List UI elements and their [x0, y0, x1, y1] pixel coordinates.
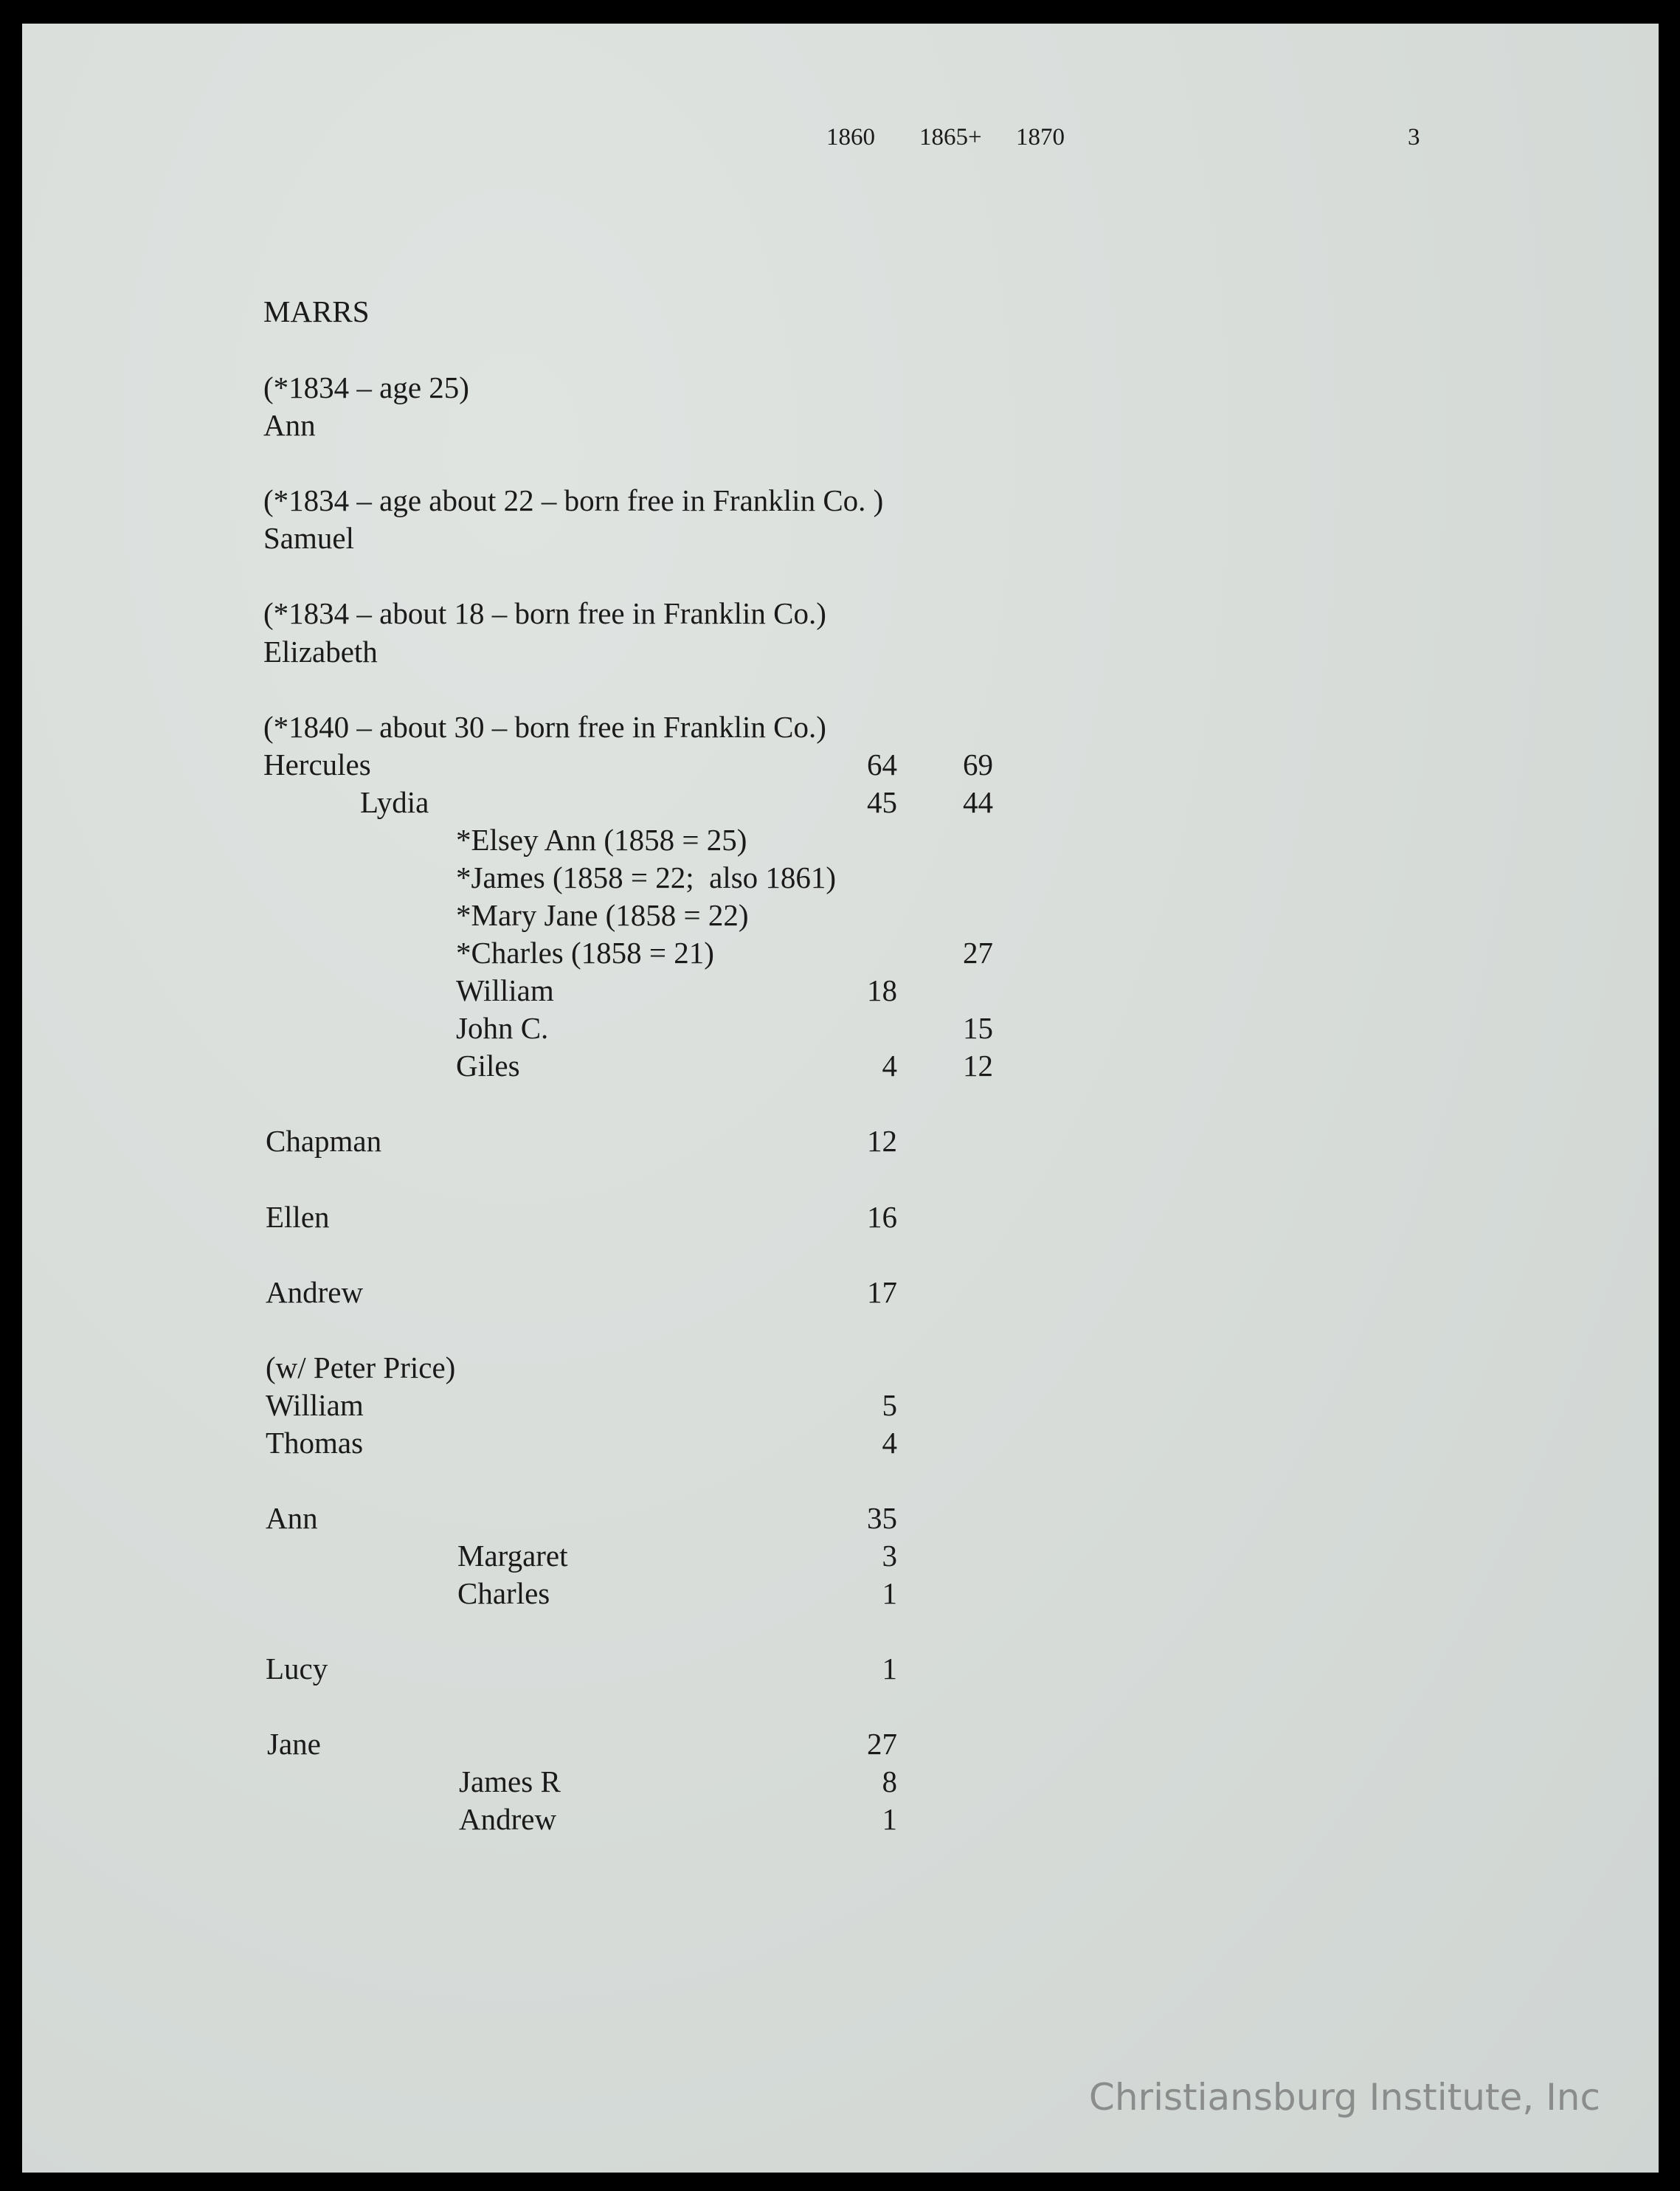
note-line: (w/ Peter Price) [266, 1350, 456, 1384]
person-name: Thomas [266, 1426, 364, 1460]
person-name: Charles [457, 1576, 550, 1610]
age-1870: 44 [963, 785, 993, 819]
person-name: Giles [456, 1049, 520, 1083]
person-name: Margaret [457, 1539, 568, 1573]
person-name: Lydia [360, 785, 429, 819]
header-col-1865: 1865+ [919, 124, 982, 151]
age-1860: 64 [867, 748, 897, 781]
page-number: 3 [1408, 124, 1420, 151]
person-name: Ann [266, 1501, 318, 1535]
age-1870: 69 [963, 748, 993, 781]
person-name: Samuel [263, 521, 354, 555]
person-name: Andrew [459, 1802, 557, 1836]
note-line: (*1834 – age 25) [263, 370, 469, 404]
age-1870: 15 [963, 1011, 993, 1045]
age-1860: 1 [882, 1802, 897, 1836]
person-name: Chapman [266, 1124, 382, 1158]
note-line: (*1834 – about 18 – born free in Franklin Co.) [263, 596, 826, 630]
person-name: Elizabeth [263, 635, 378, 669]
age-1860: 8 [882, 1764, 897, 1798]
age-1860: 45 [867, 785, 897, 819]
age-1860: 4 [882, 1049, 897, 1083]
person-name: Andrew [266, 1275, 364, 1309]
age-1860: 17 [867, 1275, 897, 1309]
age-1860: 12 [867, 1124, 897, 1158]
age-1860: 1 [882, 1576, 897, 1610]
watermark-text: Christiansburg Institute, Inc [1088, 2076, 1600, 2119]
age-1870: 12 [963, 1049, 993, 1083]
age-1870: 27 [963, 936, 993, 970]
person-name: Ellen [266, 1200, 330, 1234]
age-1860: 3 [882, 1539, 897, 1573]
note-line: (*1834 – age about 22 – born free in Franklin Co. ) [263, 483, 884, 517]
age-1860: 35 [867, 1501, 897, 1535]
document-page [22, 24, 1659, 2173]
header-col-1860: 1860 [826, 124, 875, 151]
person-name: *James (1858 = 22; also 1861) [456, 860, 837, 894]
header-col-1870: 1870 [1016, 124, 1065, 151]
age-1860: 4 [882, 1426, 897, 1460]
person-name: Jane [267, 1727, 321, 1761]
surname-title: MARRS [263, 294, 370, 328]
person-name: John C. [456, 1011, 549, 1045]
age-1860: 18 [867, 973, 897, 1007]
person-name: William [266, 1388, 364, 1422]
person-name: Ann [263, 408, 316, 442]
age-1860: 16 [867, 1200, 897, 1234]
person-name: James R [459, 1764, 561, 1798]
person-name: *Mary Jane (1858 = 22) [456, 898, 749, 932]
person-name: Lucy [266, 1652, 328, 1685]
age-1860: 27 [867, 1727, 897, 1761]
person-name: *Charles (1858 = 21) [456, 936, 714, 970]
person-name: William [456, 973, 554, 1007]
age-1860: 5 [882, 1388, 897, 1422]
person-name: *Elsey Ann (1858 = 25) [456, 823, 747, 857]
note-line: (*1840 – about 30 – born free in Franklin Co.) [263, 710, 826, 744]
person-name: Hercules [263, 748, 371, 781]
age-1860: 1 [882, 1652, 897, 1685]
